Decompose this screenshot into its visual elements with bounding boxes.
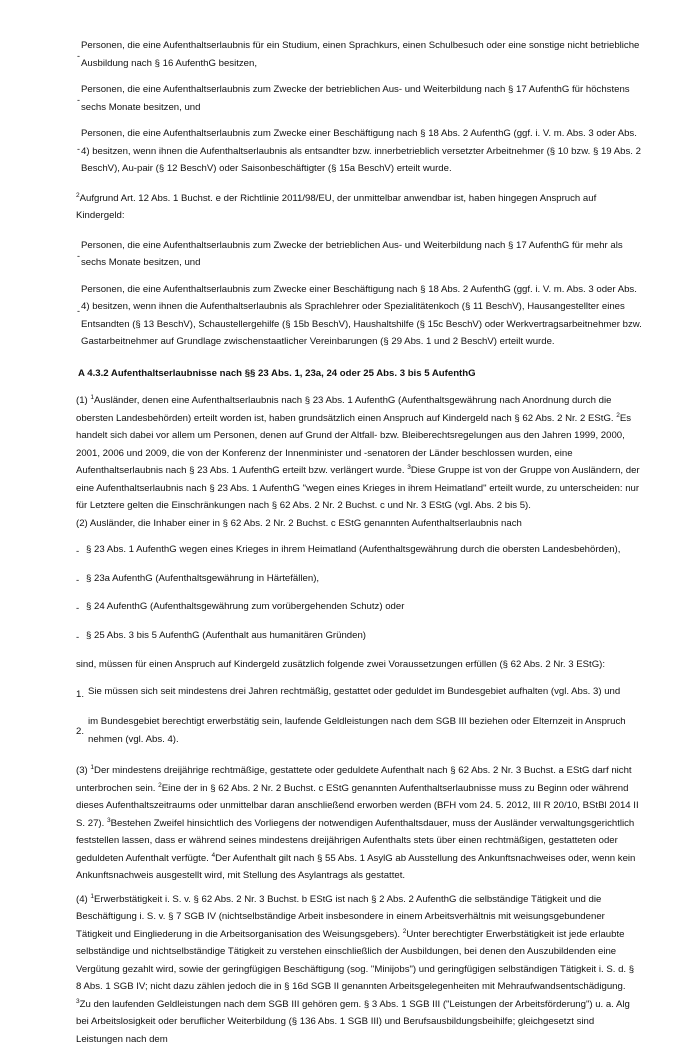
paragraph-number: (4)	[76, 894, 88, 905]
paragraph-2-outro: sind, müssen für einen Anspruch auf Kindergeld zusätzlich folgende zwei Voraussetzungen erfüllen (§ 62 Abs. 2 Nr. 3 EStG):	[0, 656, 700, 674]
list-item-text: Personen, die eine Aufenthaltserlaubnis zum Zwecke der betrieblichen Aus- und Weiterbildung nach § 17 AufenthG für höchstens sechs Monate besitzen, und	[81, 84, 630, 113]
dash-bullet: -	[76, 572, 86, 590]
list-item-text: Personen, die eine Aufenthaltserlaubnis zum Zwecke der betrieblichen Aus- und Weiterbildung nach § 17 AufenthG für mehr als sechs Monate besitzen, und	[81, 240, 623, 269]
list-item	[0, 683, 700, 701]
sentence-number: 3	[107, 817, 111, 824]
list-item	[0, 37, 700, 72]
list-item-text: § 23 Abs. 1 AufenthG wegen eines Krieges in ihrem Heimatland (Aufenthaltsgewährung durch die obersten Landesbehörden),	[86, 544, 620, 555]
section-list	[0, 541, 700, 644]
dash-bullet: -	[77, 248, 87, 266]
sentence-number: 2	[76, 192, 80, 199]
number-bullet: 1.	[76, 686, 86, 704]
sentence: Zu den laufenden Geldleistungen nach dem SGB III gehören gem. § 3 Abs. 1 SGB III ("Leistungen der Arbeitsförderung") u. a. Alg bei Arbeitslosigkeit oder beruflicher Weiterbildung (§ 136 Abs. 1 SGB III) und Berufsausbildungsbeihilfe; gleichgesetzt sind Leistungen nach dem	[76, 999, 630, 1045]
directive-paragraph	[0, 190, 700, 225]
list-item	[0, 541, 700, 559]
paragraph-3	[0, 762, 700, 885]
paragraph-2-intro: (2) Ausländer, die Inhaber einer in § 62 Abs. 2 Nr. 2 Buchst. c EStG genannten Aufenthaltserlaubnis nach	[0, 515, 700, 533]
paragraph-text: Aufgrund Art. 12 Abs. 1 Buchst. e der Richtlinie 2011/98/EU, der unmittelbar anwendbar ist, haben hingegen Anspruch auf Kindergeld:	[76, 193, 596, 222]
sentence-number: 2	[158, 782, 162, 789]
list-item	[0, 281, 700, 351]
paragraph-4	[0, 891, 700, 1048]
number-bullet: 2.	[76, 723, 86, 741]
section-heading: A 4.3.2 Aufenthaltserlaubnisse nach §§ 23 Abs. 1, 23a, 24 oder 25 Abs. 3 bis 5 AufenthG	[0, 365, 700, 383]
sentence-number: 3	[76, 998, 80, 1005]
list-item-text: § 23a AufenthG (Aufenthaltsgewährung in Härtefällen),	[86, 573, 319, 584]
paragraph-1	[0, 392, 700, 515]
list-item-text: § 25 Abs. 3 bis 5 AufenthG (Aufenthalt aus humanitären Gründen)	[86, 630, 366, 641]
dash-bullet: -	[77, 92, 87, 110]
dash-bullet: -	[76, 629, 86, 647]
sentence-number: 1	[90, 764, 94, 771]
permit-exclusion-list	[0, 0, 700, 178]
sentence: Bestehen Zweifel hinsichtlich des Vorliegens der notwendigen Aufenthaltsdauer, muss der Ausländer verwaltungsgerichtlich feststellen lassen, dass er während seines mindestens dreijährigen Aufenthalts stets über einen rechtmäßigen, gestatteten oder geduldeten Aufenthalt verfügte.	[76, 818, 634, 864]
list-item-text: Personen, die eine Aufenthaltserlaubnis zum Zwecke einer Beschäftigung nach § 18 Abs. 2 AufenthG (ggf. i. V. m. Abs. 3 oder Abs. 4) besitzen, wenn ihnen die Aufenthaltserlaubnis als Sprachlehrer oder Spezialitätenkoch (§ 11 BeschV), Hausangestellter eines Entsandten (§ 13 BeschV), Schaustellergehilfe (§ 15b BeschV), Haushaltshilfe (§ 15c BeschV) oder Werkvertragsarbeitnehmer bzw. Gastarbeitnehmer auf Grundlage zwischenstaatlicher Vereinbarungen (§ 29 Abs. 1 und 2 BeschV) erteilt wurde.	[81, 284, 642, 348]
dash-bullet: -	[77, 48, 87, 66]
list-item	[0, 598, 700, 616]
sentence-number: 2	[403, 928, 407, 935]
sentence-number: 1	[90, 394, 94, 401]
sentence: Ausländer, denen eine Aufenthaltserlaubnis nach § 23 Abs. 1 AufenthG (Aufenthaltsgewährung nach Anordnung durch die obersten Landesbehörden) erteilt worden ist, haben grundsätzlich einen Anspruch auf Kindergeld nach § 62 Abs. 2 Nr. 2 EStG.	[76, 395, 614, 424]
sentence: Es handelt sich dabei vor allem um Personen, denen auf Grund der Altfall- bzw. Bleiberechtsregelungen aus den Jahren 1999, 2000, 2001, 2006 und 2009, die von der Konferenz der Innenminister und -senatoren der Länder beschlossen wurden, eine Aufenthaltserlaubnis nach § 23 Abs. 1 AufenthG erteilt bzw. verlängert wurde.	[76, 413, 631, 477]
paragraph-number: (3)	[76, 765, 88, 776]
dash-bullet: -	[77, 303, 87, 321]
list-item-text: § 24 AufenthG (Aufenthaltsgewährung zum vorübergehenden Schutz) oder	[86, 601, 404, 612]
dash-bullet: -	[76, 600, 86, 618]
sentence-number: 4	[212, 852, 216, 859]
sentence: Diese Gruppe ist von der Gruppe von Ausländern, der eine Aufenthaltserlaubnis nach § 23 Abs. 1 AufenthG "wegen eines Krieges in ihrem Heimatland" erteilt wurde, zu unterscheiden: nur für Letztere gelten die Einschränkungen nach § 62 Abs. 2 Nr. 2 Buchst. c und Nr. 3 EStG (vgl. Abs. 2 bis 5).	[76, 465, 640, 511]
list-item	[0, 713, 700, 748]
list-item-text: Sie müssen sich seit mindestens drei Jahren rechtmäßig, gestattet oder geduldet im Bundesgebiet aufhalten (vgl. Abs. 3) und	[88, 686, 620, 697]
sentence: Erwerbstätigkeit i. S. v. § 62 Abs. 2 Nr. 3 Buchst. b EStG ist nach § 2 Abs. 2 AufenthG die selbständige Tätigkeit und die Beschäftigung i. S. v. § 7 SGB IV (nichtselbständige Arbeit insbesondere in einem Arbeitsverhältnis mit weisungsgebundener Tätigkeit und Eingliederung in die Arbeitsorganisation des Weisungsgebers).	[76, 894, 605, 940]
sentence: Der mindestens dreijährige rechtmäßige, gestattete oder geduldete Aufenthalt nach § 62 Abs. 2 Nr. 3 Buchst. a EStG darf nicht unterbrochen sein.	[76, 765, 632, 794]
sentence-number: 2	[616, 412, 620, 419]
list-item-text: Personen, die eine Aufenthaltserlaubnis für ein Studium, einen Sprachkurs, einen Schulbesuch oder eine sonstige nicht betriebliche Ausbildung nach § 16 AufenthG besitzen,	[81, 40, 639, 69]
sentence-number: 3	[407, 464, 411, 471]
sentence: Unter berechtigter Erwerbstätigkeit ist jede erlaubte selbständige und nichtselbständige Tätigkeit zu verstehen einschließlich der Ausbildungen, bei denen den Auszubildenden eine Vergütung gezahlt wird, sowie der geringfügigen Beschäftigung (sog. "Minijobs") und geringfügigen selbständigen Tätigkeit i. S. d. § 8 Abs. 1 SGB IV; nicht dazu zählen jedoch die in § 16d SGB II genannten Arbeitsgelegenheiten mit Mehraufwandsentschädigung.	[76, 929, 634, 993]
dash-bullet: -	[76, 543, 86, 561]
paragraph-number: (1)	[76, 395, 88, 406]
sentence-number: 1	[90, 893, 94, 900]
dash-bullet: -	[77, 141, 87, 159]
list-item	[0, 627, 700, 645]
list-item-text: im Bundesgebiet berechtigt erwerbstätig sein, laufende Geldleistungen nach dem SGB III beziehen oder Elternzeit in Anspruch nehmen (vgl. Abs. 4).	[88, 716, 626, 745]
sentence: Der Aufenthalt gilt nach § 55 Abs. 1 AsylG ab Ausstellung des Ankunftsnachweises oder, wenn kein Ankunftsnachweis ausgestellt wird, mit Stellung des Asylantrags als gestattet.	[76, 853, 635, 882]
list-item	[0, 125, 700, 178]
list-item	[0, 237, 700, 272]
permit-entitlement-list	[0, 237, 700, 351]
list-item-text: Personen, die eine Aufenthaltserlaubnis zum Zwecke einer Beschäftigung nach § 18 Abs. 2 AufenthG (ggf. i. V. m. Abs. 3 oder Abs. 4) besitzen, wenn ihnen die Aufenthaltserlaubnis als entsandter bzw. innerbetrieblich versetzter Arbeitnehmer (§ 10 bzw. § 19 Abs. 2 BeschV), Au-pair (§ 12 BeschV) oder Saisonbeschäftigter (§ 15a BeschV) erteilt wurde.	[81, 128, 641, 174]
requirements-list	[0, 683, 700, 749]
list-item	[0, 570, 700, 588]
sentence: Eine der in § 62 Abs. 2 Nr. 2 Buchst. c EStG genannten Aufenthaltserlaubnisse muss zu Beginn oder während dieses Aufenthaltszeitraums oder unmittelbar daran anschließend erworben werden (BFH vom 24. 5. 2012, III R 20/10, BStBl 2014 II S. 27).	[76, 783, 639, 829]
list-item	[0, 81, 700, 116]
